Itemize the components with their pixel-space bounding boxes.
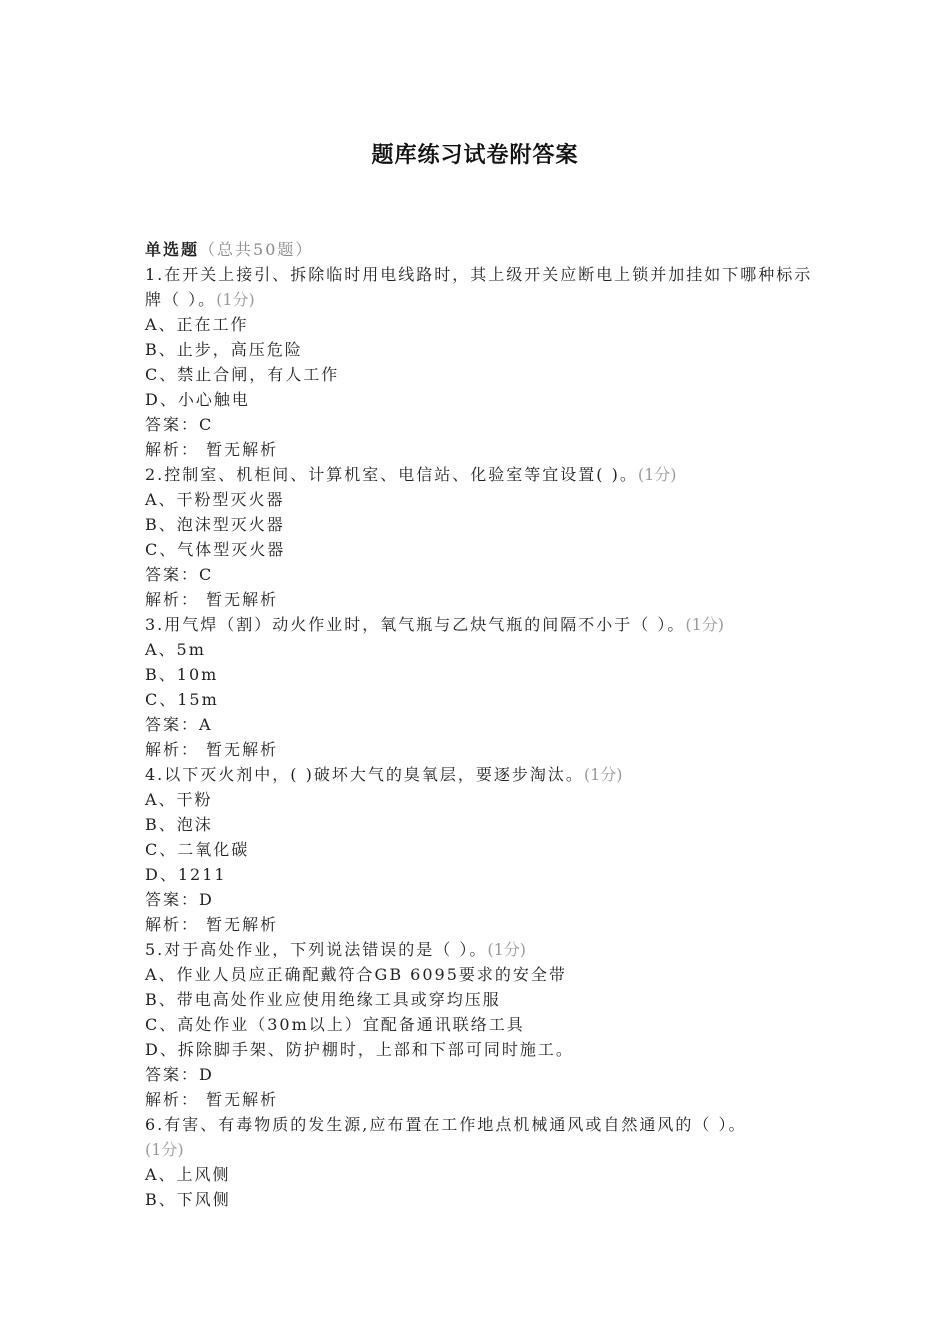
analysis: 解析： 暂无解析 — [145, 1090, 279, 1109]
option-b: B、泡沫 — [145, 815, 213, 834]
option-a: A、正在工作 — [145, 315, 249, 334]
option-b: B、止步，高压危险 — [145, 340, 303, 359]
option-a: A、干粉型灭火器 — [145, 490, 285, 509]
question-text: 4.以下灭火剂中，( )破坏大气的臭氧层，要逐步淘汰。 — [145, 765, 584, 784]
section-count: （总共50题） — [199, 240, 314, 259]
question-stem — [145, 262, 825, 312]
option-a: A、上风侧 — [145, 1165, 231, 1184]
question-text: 1.在开关上接引、拆除临时用电线路时，其上级开关应断电上锁并加挂如下哪种标示牌（ ）。 — [145, 265, 813, 309]
question-text: 3.用气焊（割）动火作业时，氧气瓶与乙炔气瓶的间隔不小于（ ）。 — [145, 615, 686, 634]
option-c: C、禁止合闸，有人工作 — [145, 365, 340, 384]
question-score: (1分) — [487, 940, 527, 959]
option-c: C、气体型灭火器 — [145, 540, 286, 559]
option-a: A、作业人员应正确配戴符合GB 6095要求的安全带 — [145, 965, 567, 984]
question-stem — [145, 462, 825, 487]
question-stem — [145, 612, 825, 637]
analysis: 解析： 暂无解析 — [145, 915, 279, 934]
question-stem — [145, 937, 825, 962]
option-b: B、下风侧 — [145, 1190, 231, 1209]
option-b: B、10m — [145, 665, 219, 684]
option-c: C、二氧化碳 — [145, 840, 250, 859]
question-score: (1分) — [583, 765, 623, 784]
option-d: D、小心触电 — [145, 390, 250, 409]
section-title: 单选题 — [145, 240, 200, 259]
answer: 答案：C — [145, 415, 214, 434]
question-score: (1分) — [637, 465, 677, 484]
option-d: D、拆除脚手架、防护棚时，上部和下部可同时施工。 — [145, 1040, 574, 1059]
section-heading — [145, 237, 825, 262]
question-score: (1分) — [216, 290, 255, 309]
option-c: C、15m — [145, 690, 219, 709]
option-c: C、高处作业（30m以上）宜配备通讯联络工具 — [145, 1015, 525, 1034]
question-score: (1分) — [145, 1140, 184, 1159]
analysis: 解析： 暂无解析 — [145, 740, 279, 759]
option-a: A、5m — [145, 640, 206, 659]
answer: 答案：C — [145, 565, 214, 584]
option-b: B、泡沫型灭火器 — [145, 515, 285, 534]
answer: 答案：D — [145, 890, 214, 909]
option-d: D、1211 — [145, 865, 227, 884]
question-text: 2.控制室、机柜间、计算机室、电信站、化验室等宜设置( )。 — [145, 465, 638, 484]
question-stem — [145, 1112, 825, 1162]
answer: 答案：A — [145, 715, 213, 734]
question-list — [145, 237, 825, 1212]
analysis: 解析： 暂无解析 — [145, 590, 279, 609]
option-b: B、带电高处作业应使用绝缘工具或穿均压服 — [145, 990, 501, 1009]
answer: 答案：D — [145, 1065, 214, 1084]
question-stem — [145, 762, 825, 787]
analysis: 解析： 暂无解析 — [145, 440, 279, 459]
question-text: 5.对于高处作业，下列说法错误的是（ ）。 — [145, 940, 488, 959]
question-score: (1分) — [685, 615, 725, 634]
document-title: 题库练习试卷附答案 — [371, 142, 579, 168]
option-a: A、干粉 — [145, 790, 213, 809]
question-text: 6.有害、有毒物质的发生源,应布置在工作地点机械通风或自然通风的（ ）。 — [145, 1115, 747, 1134]
